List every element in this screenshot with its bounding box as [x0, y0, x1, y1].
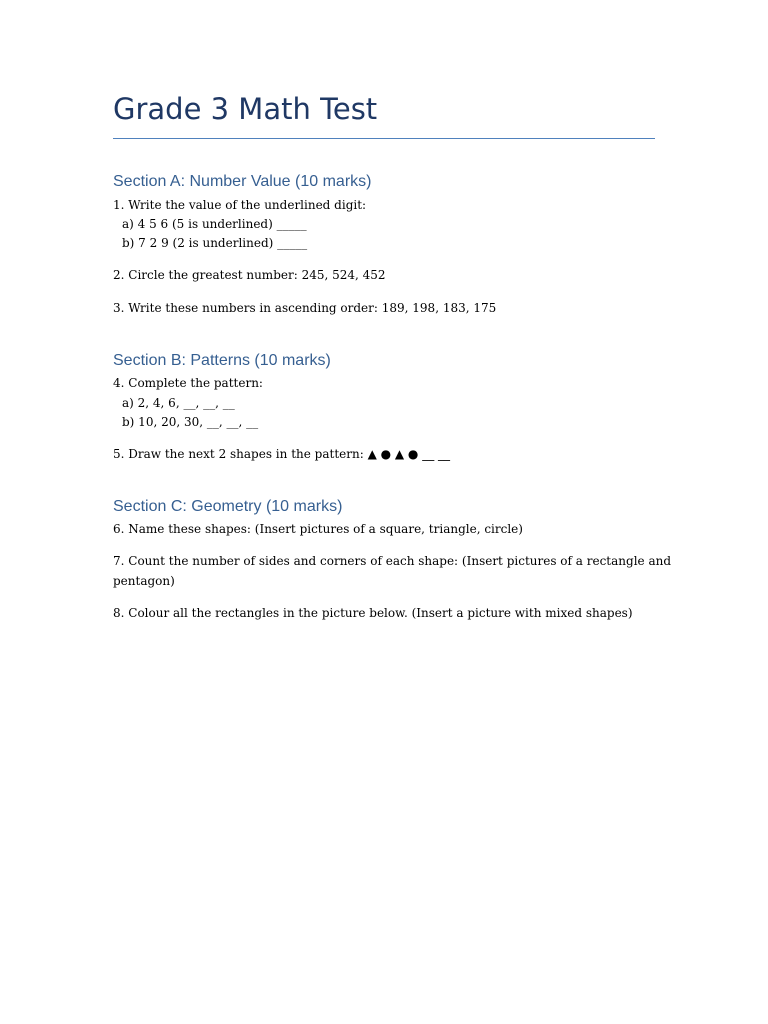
question-2: 2. Circle the greatest number: 245, 524, 452	[113, 268, 386, 282]
question-5-text: 5. Draw the next 2 shapes in the pattern:	[113, 447, 368, 461]
question-8: 8. Colour all the rectangles in the picture below. (Insert a picture with mixed shapes)	[113, 606, 633, 620]
question-4a: a) 2, 4, 6, __, __, __	[122, 396, 235, 410]
question-5	[113, 447, 450, 461]
question-7-line-1: 7. Count the number of sides and corners of each shape: (Insert pictures of a rectangle and	[113, 554, 672, 568]
question-1: 1. Write the value of the underlined digit:	[113, 198, 367, 212]
question-4: 4. Complete the pattern:	[113, 376, 263, 390]
section-a-heading: Section A: Number Value (10 marks)	[113, 173, 372, 190]
question-7-line-2: pentagon)	[113, 574, 175, 588]
pattern-shapes: ▲ ● ▲ ● __ __	[367, 447, 451, 461]
question-1b: b) 7 2 9 (2 is underlined) _____	[122, 236, 308, 250]
question-6: 6. Name these shapes: (Insert pictures of a square, triangle, circle)	[113, 522, 523, 536]
question-3: 3. Write these numbers in ascending order: 189, 198, 183, 175	[113, 301, 497, 315]
section-c-heading: Section C: Geometry (10 marks)	[113, 498, 343, 515]
question-4b: b) 10, 20, 30, __, __, __	[122, 415, 259, 429]
title-divider	[113, 138, 655, 139]
document-title: Grade 3 Math Test	[113, 92, 378, 126]
section-b-heading: Section B: Patterns (10 marks)	[113, 352, 331, 369]
question-1a: a) 4 5 6 (5 is underlined) _____	[122, 217, 307, 231]
